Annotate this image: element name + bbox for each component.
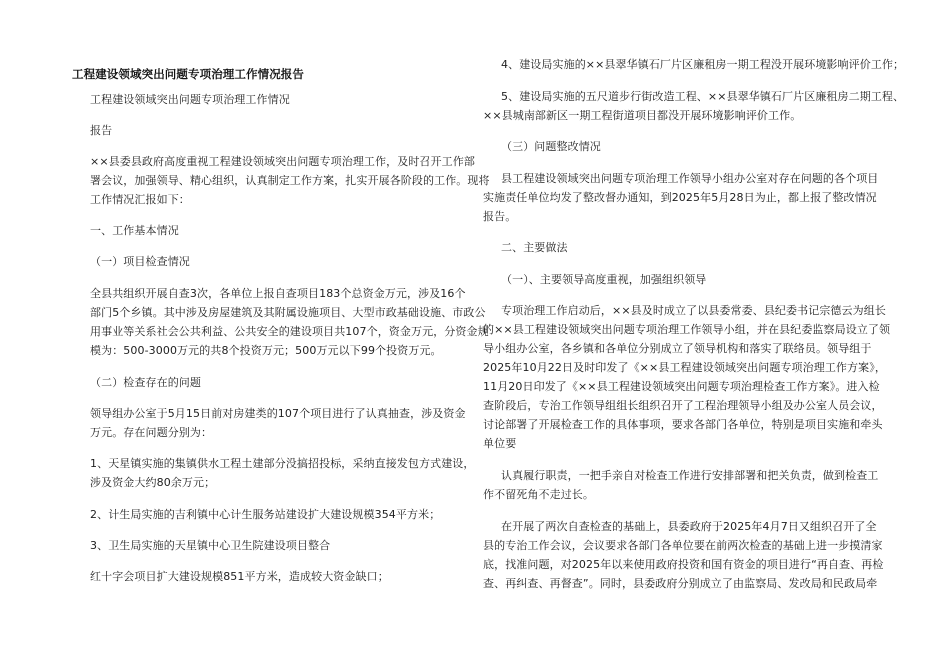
text-line: 3、卫生局实施的天星镇中心卫生院建设项目整合 bbox=[90, 539, 331, 552]
text-line: 用事业等关系社会公共利益、公共安全的建设项目共107个，资金万元，分资金规 bbox=[90, 325, 489, 338]
text-line: 2025年10月22日及时印发了《××县工程建设领域突出问题专项治理工作方案》， bbox=[483, 361, 886, 374]
text-line: （二）检查存在的问题 bbox=[90, 376, 201, 389]
text-line: ××县委县政府高度重视工程建设领域突出问题专项治理工作，及时召开工作部 bbox=[90, 155, 475, 168]
text-line: 查、再纠查、再督查”。同时，县委政府分别成立了由监察局、发改局和民政局牵 bbox=[483, 577, 878, 590]
text-line: 11月20日印发了《××县工程建设领域突出问题专项治理检查工作方案》。进入检 bbox=[483, 380, 880, 393]
text-line: 万元。存在问题分别为： bbox=[90, 426, 213, 439]
text-line: 涉及资金大约80余万元； bbox=[90, 476, 216, 489]
text-line: 报告。 bbox=[483, 210, 517, 223]
text-line: 1、天星镇实施的集镇供水工程土建部分没搞招投标，采纳直接发包方式建设， bbox=[90, 457, 475, 470]
text-line: 实施责任单位均发了整改督办通知，到2025年5月28日为止，都上报了整改情况 bbox=[483, 191, 877, 204]
text-line: 一、工作基本情况 bbox=[90, 224, 179, 237]
text-line: 底，找准问题，对2025年以来使用政府投资和国有资金的项目进行“再自查、再检 bbox=[483, 558, 884, 571]
text-line: 二、主要做法 bbox=[501, 241, 568, 254]
text-line: ××县城南部新区一期工程街道项目都没开展环境影响评价工作。 bbox=[483, 109, 802, 122]
text-line: 县的专治工作会议，会议要求各部门各单位要在前两次检查的基础上进一步摸清家 bbox=[483, 539, 883, 552]
text-line: 认真履行职责，一把手亲自对检查工作进行安排部署和把关负责，做到检查工 bbox=[501, 469, 879, 482]
text-line: 导小组办公室，各乡镇和各单位分别成立了领导机构和落实了联络员。领导组于 bbox=[483, 342, 872, 355]
text-line: 在开展了两次自查检查的基础上，县委政府于2025年4月7日又组织召开了全 bbox=[501, 520, 877, 533]
text-line: 单位要 bbox=[483, 437, 517, 450]
text-line: 部门5个乡镇。其中涉及房屋建筑及其附属设施项目、大型市政基础设施、市政公 bbox=[90, 306, 486, 319]
text-line: 查阶段后，专治工作领导组组长组织召开了工程治理领导小组及办公室人员会议， bbox=[483, 399, 883, 412]
text-line: 全县共组织开展自查3次，各单位上报自查项目183个总资金万元，涉及16个 bbox=[90, 287, 466, 300]
text-line: 工程建设领域突出问题专项治理工作情况 bbox=[90, 93, 290, 106]
text-line: 报告 bbox=[90, 124, 113, 137]
text-line: 4、建设局实施的××县翠华镇石厂片区廉租房一期工程没开展环境影响评价工作； bbox=[501, 58, 905, 71]
text-line: （一）、主要领导高度重视，加强组织领导 bbox=[501, 273, 707, 286]
text-line: （三）问题整改情况 bbox=[501, 140, 601, 153]
text-line: 模为：500-3000万元的共8个投资万元；500万元以下99个投资万元。 bbox=[90, 344, 442, 357]
text-line: 作不留死角不走过长。 bbox=[483, 488, 594, 501]
text-line: 讨论部署了开展检查工作的具体事项，要求各部门各单位，特别是项目实施和牵头 bbox=[483, 418, 883, 431]
text-line: 2、计生局实施的吉利镇中心计生服务站建设扩大建设规模354平方米； bbox=[90, 508, 441, 521]
text-line: 署会议，加强领导、精心组织，认真制定工作方案，扎实开展各阶段的工作。现将 bbox=[90, 174, 490, 187]
document-title: 工程建设领域突出问题专项治理工作情况报告 bbox=[72, 67, 304, 81]
text-line: 专项治理工作启动后，××县及时成立了以县委常委、县纪委书记宗德云为组长 bbox=[501, 304, 886, 317]
text-line: （一）项目检查情况 bbox=[90, 255, 190, 268]
text-line: 的××县工程建设领域突出问题专项治理工作领导小组，并在县纪委监察局设立了领 bbox=[483, 323, 891, 336]
text-line: 县工程建设领域突出问题专项治理工作领导小组办公室对存在问题的各个项目 bbox=[501, 172, 879, 185]
text-line: 工作情况汇报如下： bbox=[90, 193, 190, 206]
text-line: 领导组办公室于5月15日前对房建类的107个项目进行了认真抽查，涉及资金 bbox=[90, 407, 466, 420]
text-line: 5、建设局实施的五尺道步行街改造工程、××县翠华镇石厂片区廉租房二期工程、 bbox=[501, 90, 905, 103]
text-line: 红十字会项目扩大建设规模851平方米，造成较大资金缺口； bbox=[90, 570, 389, 583]
